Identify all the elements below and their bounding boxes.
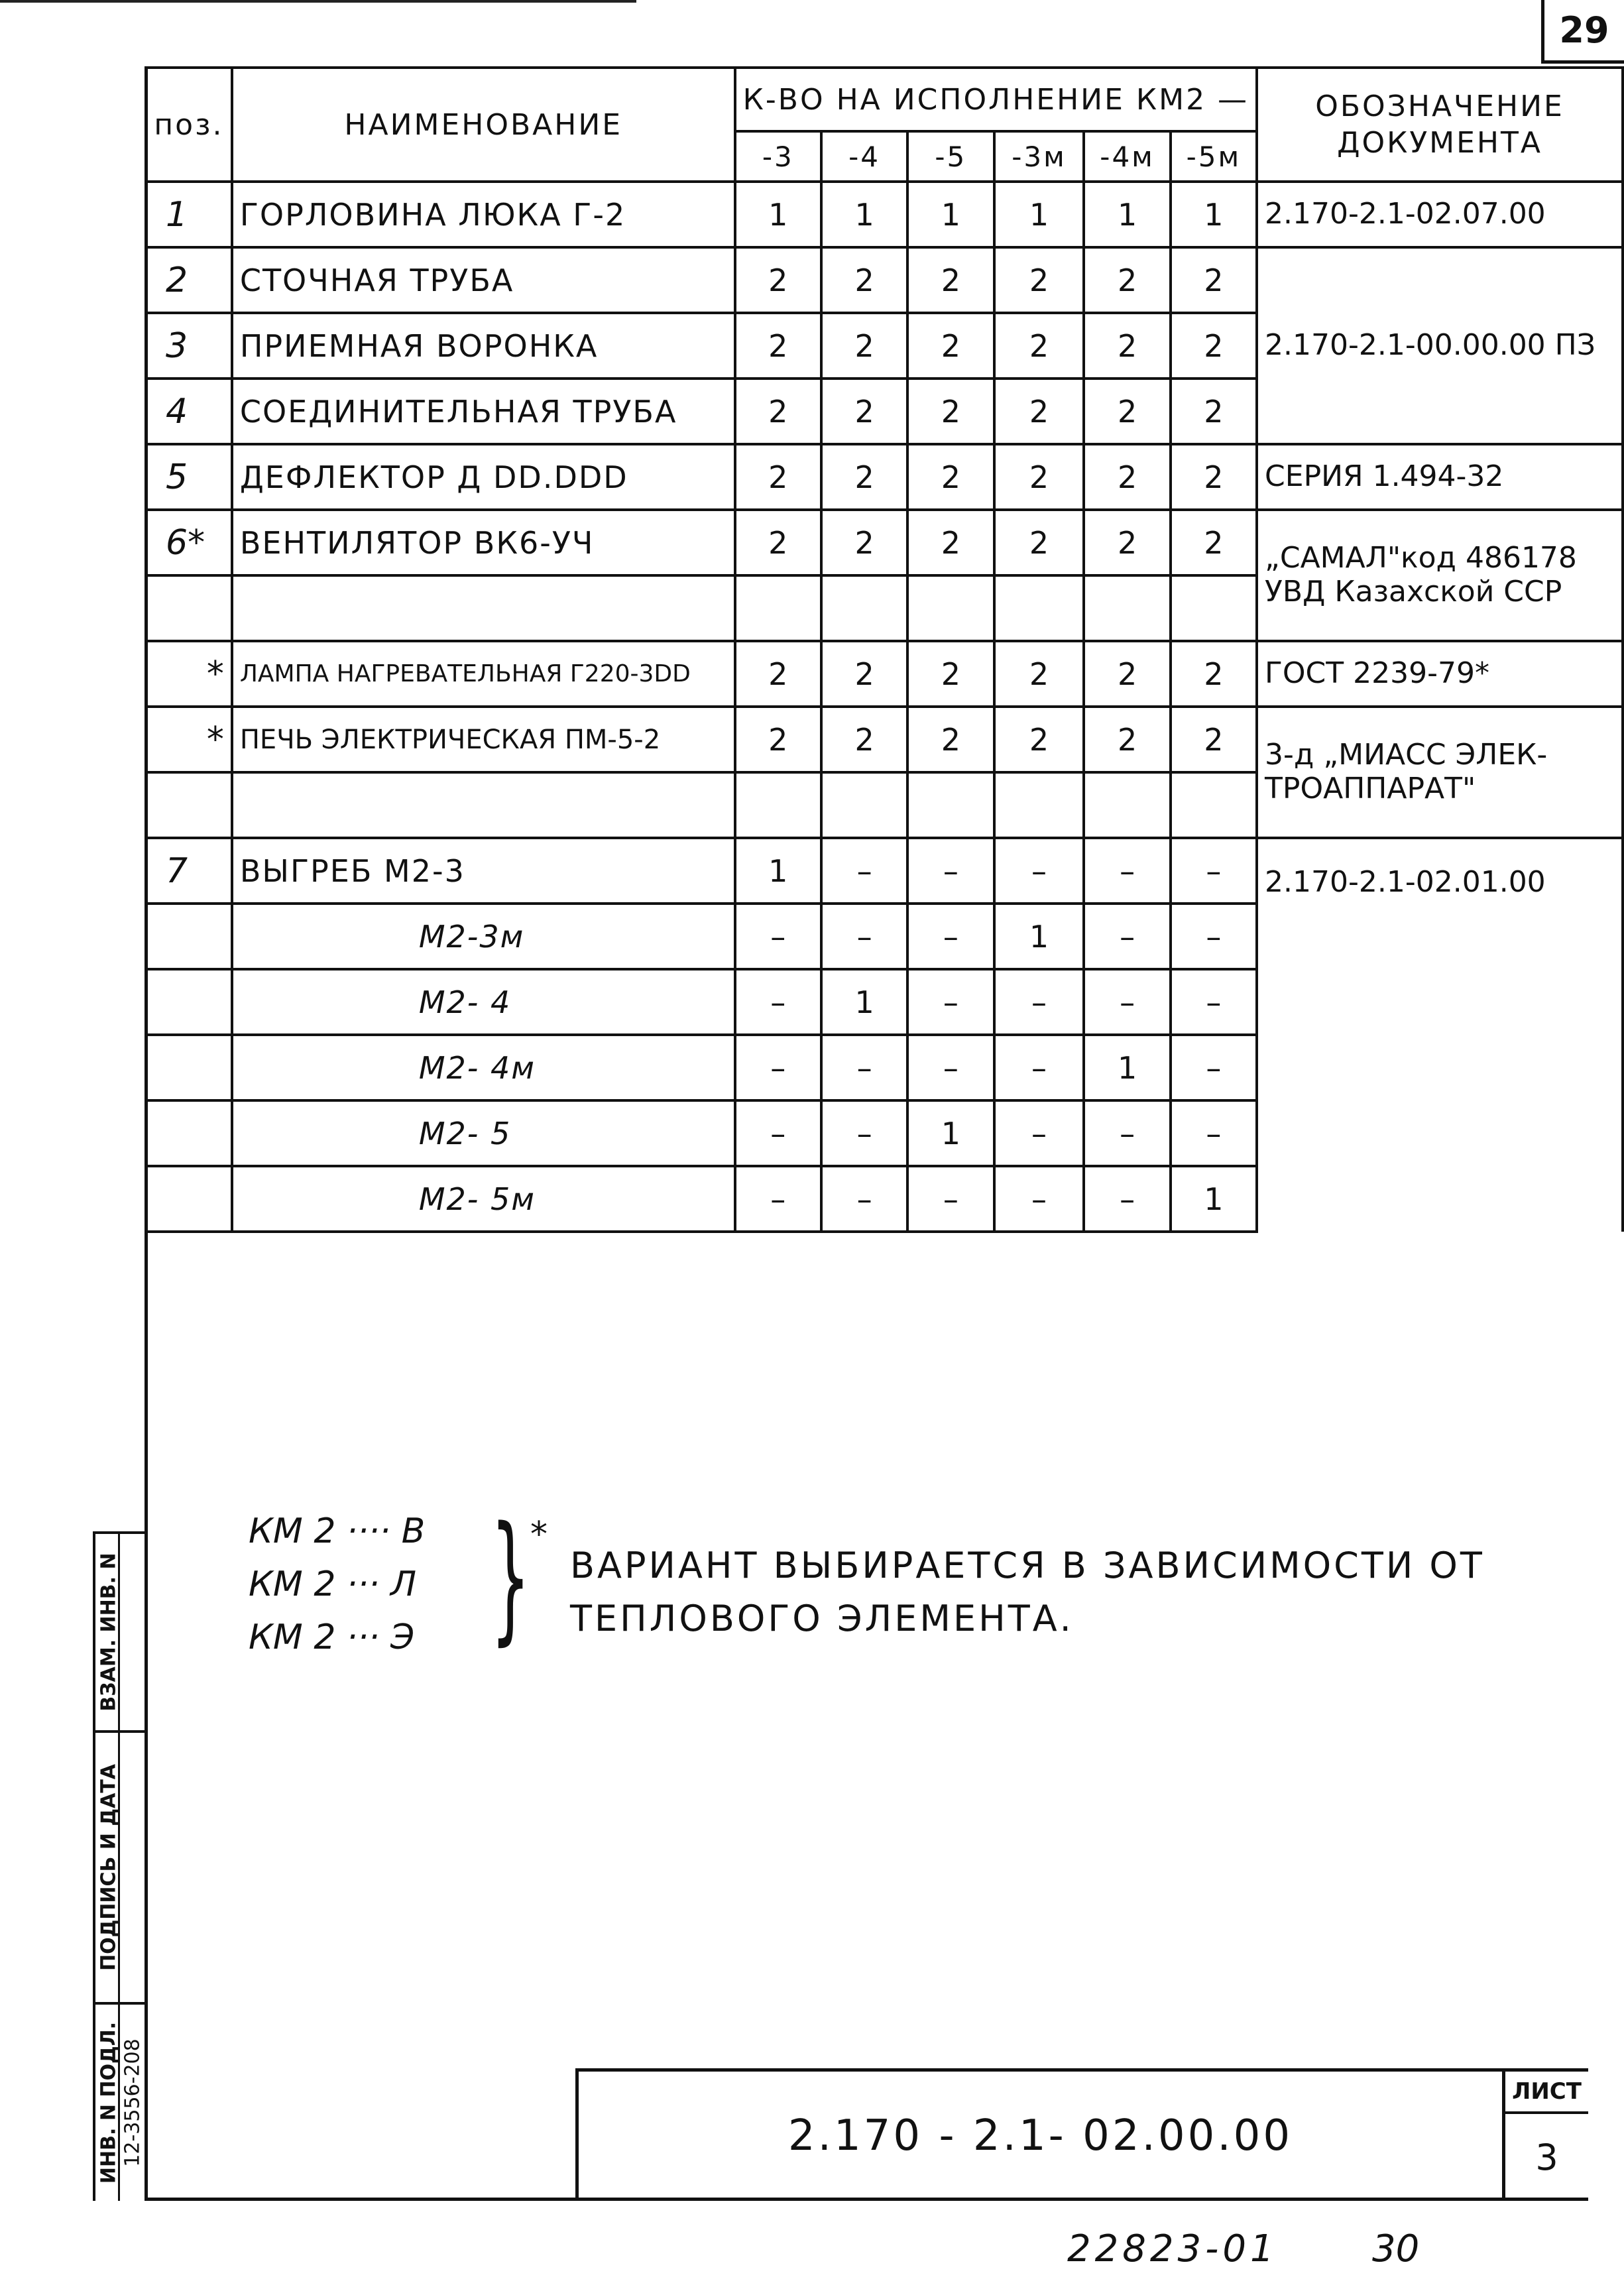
- row-qty: –: [907, 1035, 994, 1100]
- stamp-label-inv-orig: ИНВ. N ПОДЛ.: [97, 2021, 121, 2184]
- stamp-label-sign-date: ПОДПИСЬ И ДАТА: [97, 1763, 121, 1971]
- sheet-number: 3: [1535, 2137, 1558, 2178]
- row-qty: 2: [1084, 641, 1170, 707]
- row-qty: 2: [994, 313, 1084, 379]
- footer-code: 22823-01: [1067, 2227, 1278, 2270]
- row-qty: –: [994, 1166, 1084, 1232]
- row-qty: 2: [1171, 707, 1257, 772]
- specification-table: [145, 66, 1624, 1233]
- row-pos: 4: [146, 379, 232, 444]
- row-qty: 2: [821, 707, 907, 772]
- row-qty: 2: [907, 444, 994, 510]
- header-designation-text: ОБОЗНАЧЕНИЕ ДОКУМЕНТА: [1315, 89, 1564, 160]
- row-qty: [1084, 575, 1170, 641]
- row-pos: [146, 904, 232, 969]
- row-pos: [146, 575, 232, 641]
- row-qty: 2: [994, 510, 1084, 575]
- row-qty: 2: [1084, 247, 1170, 313]
- header-variant: -4м: [1084, 131, 1170, 182]
- row-qty: –: [735, 1166, 821, 1232]
- row-qty: 2: [994, 247, 1084, 313]
- row-qty: –: [1084, 904, 1170, 969]
- note-text-line1: ВАРИАНТ ВЫБИРАЕТСЯ В ЗАВИСИМОСТИ ОТ: [570, 1545, 1485, 1586]
- note-text-line2: ТЕПЛОВОГО ЭЛЕМЕНТА.: [570, 1598, 1074, 1639]
- row-name: М2- 5м: [232, 1166, 735, 1232]
- row-qty: 2: [994, 641, 1084, 707]
- stamp-strip: [93, 1531, 145, 2201]
- footer-page: 30: [1372, 2227, 1420, 2270]
- row-qty: 2: [1171, 444, 1257, 510]
- header-designation: [1257, 68, 1623, 182]
- row-pos: [146, 1100, 232, 1166]
- header-variant: -5м: [1171, 131, 1257, 182]
- stamp-inv-number: 12-3556-208: [121, 2038, 145, 2167]
- row-pos: 3: [146, 313, 232, 379]
- row-qty: 2: [907, 707, 994, 772]
- row-qty: –: [994, 1100, 1084, 1166]
- row-qty: 1: [1084, 182, 1170, 247]
- note-star: *: [530, 1515, 548, 1555]
- row-qty: 2: [1084, 707, 1170, 772]
- table-row: [146, 641, 1623, 707]
- row-qty: 1: [994, 182, 1084, 247]
- row-qty: 1: [821, 182, 907, 247]
- title-block: [575, 2068, 1588, 2201]
- row-name: СОЕДИНИТЕЛЬНАЯ ТРУБА: [232, 379, 735, 444]
- row-pos: [146, 969, 232, 1035]
- row-qty: –: [1171, 1035, 1257, 1100]
- header-name: НАИМЕНОВАНИЕ: [232, 68, 735, 182]
- row-qty: –: [1084, 838, 1170, 904]
- row-qty: 2: [821, 510, 907, 575]
- row-qty: 2: [1084, 444, 1170, 510]
- row-qty: –: [735, 904, 821, 969]
- table-row: [146, 838, 1623, 904]
- page-number: [1541, 0, 1624, 64]
- row-qty: 1: [1171, 1166, 1257, 1232]
- row-qty: –: [1171, 838, 1257, 904]
- row-qty: [821, 772, 907, 838]
- sheet-label: ЛИСТ: [1505, 2072, 1588, 2114]
- row-qty: 2: [735, 379, 821, 444]
- row-name: ПЕЧЬ ЭЛЕКТРИЧЕСКАЯ ПМ-5-2: [232, 707, 735, 772]
- row-pos: *: [146, 707, 232, 772]
- header-variant: -3м: [994, 131, 1084, 182]
- row-qty: –: [821, 838, 907, 904]
- row-qty: 2: [994, 707, 1084, 772]
- row-designation: 2.170-2.1-00.00.00 ПЗ: [1257, 247, 1623, 444]
- table-row: [146, 510, 1623, 575]
- row-qty: –: [907, 969, 994, 1035]
- row-qty: –: [1171, 904, 1257, 969]
- row-name: М2- 5: [232, 1100, 735, 1166]
- row-qty: –: [1084, 1100, 1170, 1166]
- row-pos: [146, 1166, 232, 1232]
- row-qty: 2: [821, 379, 907, 444]
- row-qty: 2: [994, 444, 1084, 510]
- row-qty: –: [1084, 1166, 1170, 1232]
- row-qty: –: [994, 969, 1084, 1035]
- stamp-label-inv-replace: ВЗАМ. ИНВ. N: [97, 1553, 121, 1712]
- row-qty: –: [1084, 969, 1170, 1035]
- row-qty: 2: [1171, 641, 1257, 707]
- row-qty: 1: [994, 904, 1084, 969]
- row-qty: –: [1171, 969, 1257, 1035]
- row-pos: 5: [146, 444, 232, 510]
- row-qty: [735, 575, 821, 641]
- row-qty: –: [821, 1166, 907, 1232]
- row-qty: 1: [1084, 1035, 1170, 1100]
- row-qty: 2: [907, 247, 994, 313]
- row-qty: 2: [907, 313, 994, 379]
- row-qty: 2: [1171, 510, 1257, 575]
- row-qty: [1171, 575, 1257, 641]
- row-name: ВЕНТИЛЯТОР ВК6-УЧ: [232, 510, 735, 575]
- row-designation: „САМАЛ"код 486178 УВД Казахской ССР: [1257, 510, 1623, 641]
- row-qty: 1: [735, 182, 821, 247]
- row-qty: 2: [735, 247, 821, 313]
- row-qty: 2: [735, 444, 821, 510]
- row-qty: [994, 575, 1084, 641]
- row-qty: 2: [735, 707, 821, 772]
- row-qty: 1: [735, 838, 821, 904]
- row-qty: –: [735, 1035, 821, 1100]
- stamp-cell-inv-orig: [93, 2002, 145, 2201]
- row-pos: 1: [146, 182, 232, 247]
- top-rule: [0, 0, 636, 3]
- row-name: ГОРЛОВИНА ЛЮКА Г-2: [232, 182, 735, 247]
- page-number-text: 29: [1559, 9, 1609, 51]
- row-qty: [907, 575, 994, 641]
- row-qty: 2: [1171, 313, 1257, 379]
- row-designation: 3-д „МИАСС ЭЛЕК-ТРОАППАРАТ": [1257, 707, 1623, 838]
- stamp-cell-sign-date: [93, 1730, 145, 2002]
- row-qty: –: [994, 838, 1084, 904]
- row-qty: [1171, 772, 1257, 838]
- row-qty: [994, 772, 1084, 838]
- header-variant: -5: [907, 131, 994, 182]
- row-qty: 1: [907, 182, 994, 247]
- row-pos: *: [146, 641, 232, 707]
- row-qty: 2: [907, 641, 994, 707]
- row-pos: 7: [146, 838, 232, 904]
- row-name: М2- 4: [232, 969, 735, 1035]
- table-row: [146, 247, 1623, 313]
- row-qty: 2: [735, 641, 821, 707]
- row-qty: –: [994, 1035, 1084, 1100]
- row-name: СТОЧНАЯ ТРУБА: [232, 247, 735, 313]
- row-qty: –: [907, 838, 994, 904]
- brace-symbol: }: [491, 1496, 531, 1659]
- row-qty: –: [907, 904, 994, 969]
- row-qty: –: [1171, 1100, 1257, 1166]
- row-pos: 6*: [146, 510, 232, 575]
- sheet-box: [1502, 2072, 1588, 2201]
- row-qty: –: [821, 1100, 907, 1166]
- row-qty: 2: [821, 313, 907, 379]
- row-name: М2- 4м: [232, 1035, 735, 1100]
- row-designation: 2.170-2.1-02.07.00: [1257, 182, 1623, 247]
- row-qty: 2: [994, 379, 1084, 444]
- note-variant-b: КМ 2 ···· В: [249, 1511, 426, 1551]
- row-pos: 2: [146, 247, 232, 313]
- row-name: ПРИЕМНАЯ ВОРОНКА: [232, 313, 735, 379]
- row-designation: ГОСТ 2239-79*: [1257, 641, 1623, 707]
- row-qty: 2: [735, 510, 821, 575]
- row-qty: 1: [821, 969, 907, 1035]
- row-qty: 1: [1171, 182, 1257, 247]
- row-designation: 2.170-2.1-02.01.00: [1257, 838, 1623, 1232]
- row-name: ЛАМПА НАГРЕВАТЕЛЬНАЯ Г220-3DD: [232, 641, 735, 707]
- row-qty: 2: [1084, 510, 1170, 575]
- table-row: [146, 444, 1623, 510]
- row-qty: [1084, 772, 1170, 838]
- row-qty: 2: [1171, 247, 1257, 313]
- row-qty: 2: [1084, 379, 1170, 444]
- row-qty: 2: [1084, 313, 1170, 379]
- table-row: [146, 182, 1623, 247]
- row-qty: –: [821, 1035, 907, 1100]
- row-qty: 1: [907, 1100, 994, 1166]
- row-name: ДЕФЛЕКТОР Д DD.DDD: [232, 444, 735, 510]
- row-qty: 2: [907, 379, 994, 444]
- row-qty: 2: [821, 247, 907, 313]
- row-designation: СЕРИЯ 1.494-32: [1257, 444, 1623, 510]
- row-qty: 2: [735, 313, 821, 379]
- row-name: М2-3м: [232, 904, 735, 969]
- row-name: [232, 772, 735, 838]
- row-name: ВЫГРЕБ М2-3: [232, 838, 735, 904]
- table-row: [146, 707, 1623, 772]
- row-qty: [907, 772, 994, 838]
- note-variant-l: КМ 2 ··· Л: [249, 1564, 417, 1604]
- row-qty: 2: [821, 641, 907, 707]
- document-code: 2.170 - 2.1- 02.00.00: [787, 2111, 1293, 2160]
- row-qty: –: [907, 1166, 994, 1232]
- row-qty: –: [735, 1100, 821, 1166]
- row-qty: [821, 575, 907, 641]
- stamp-cell-inv-replace: [93, 1531, 145, 1730]
- row-qty: 2: [821, 444, 907, 510]
- row-name: [232, 575, 735, 641]
- row-qty: –: [821, 904, 907, 969]
- row-pos: [146, 1035, 232, 1100]
- header-pos: поз.: [146, 68, 232, 182]
- header-variant: -4: [821, 131, 907, 182]
- header-qty-group: К-ВО НА ИСПОЛНЕНИЕ КМ2 —: [735, 68, 1257, 131]
- header-variant: -3: [735, 131, 821, 182]
- row-qty: –: [735, 969, 821, 1035]
- row-pos: [146, 772, 232, 838]
- row-qty: 2: [907, 510, 994, 575]
- row-qty: 2: [1171, 379, 1257, 444]
- row-qty: [735, 772, 821, 838]
- note-variant-e: КМ 2 ··· Э: [249, 1617, 415, 1657]
